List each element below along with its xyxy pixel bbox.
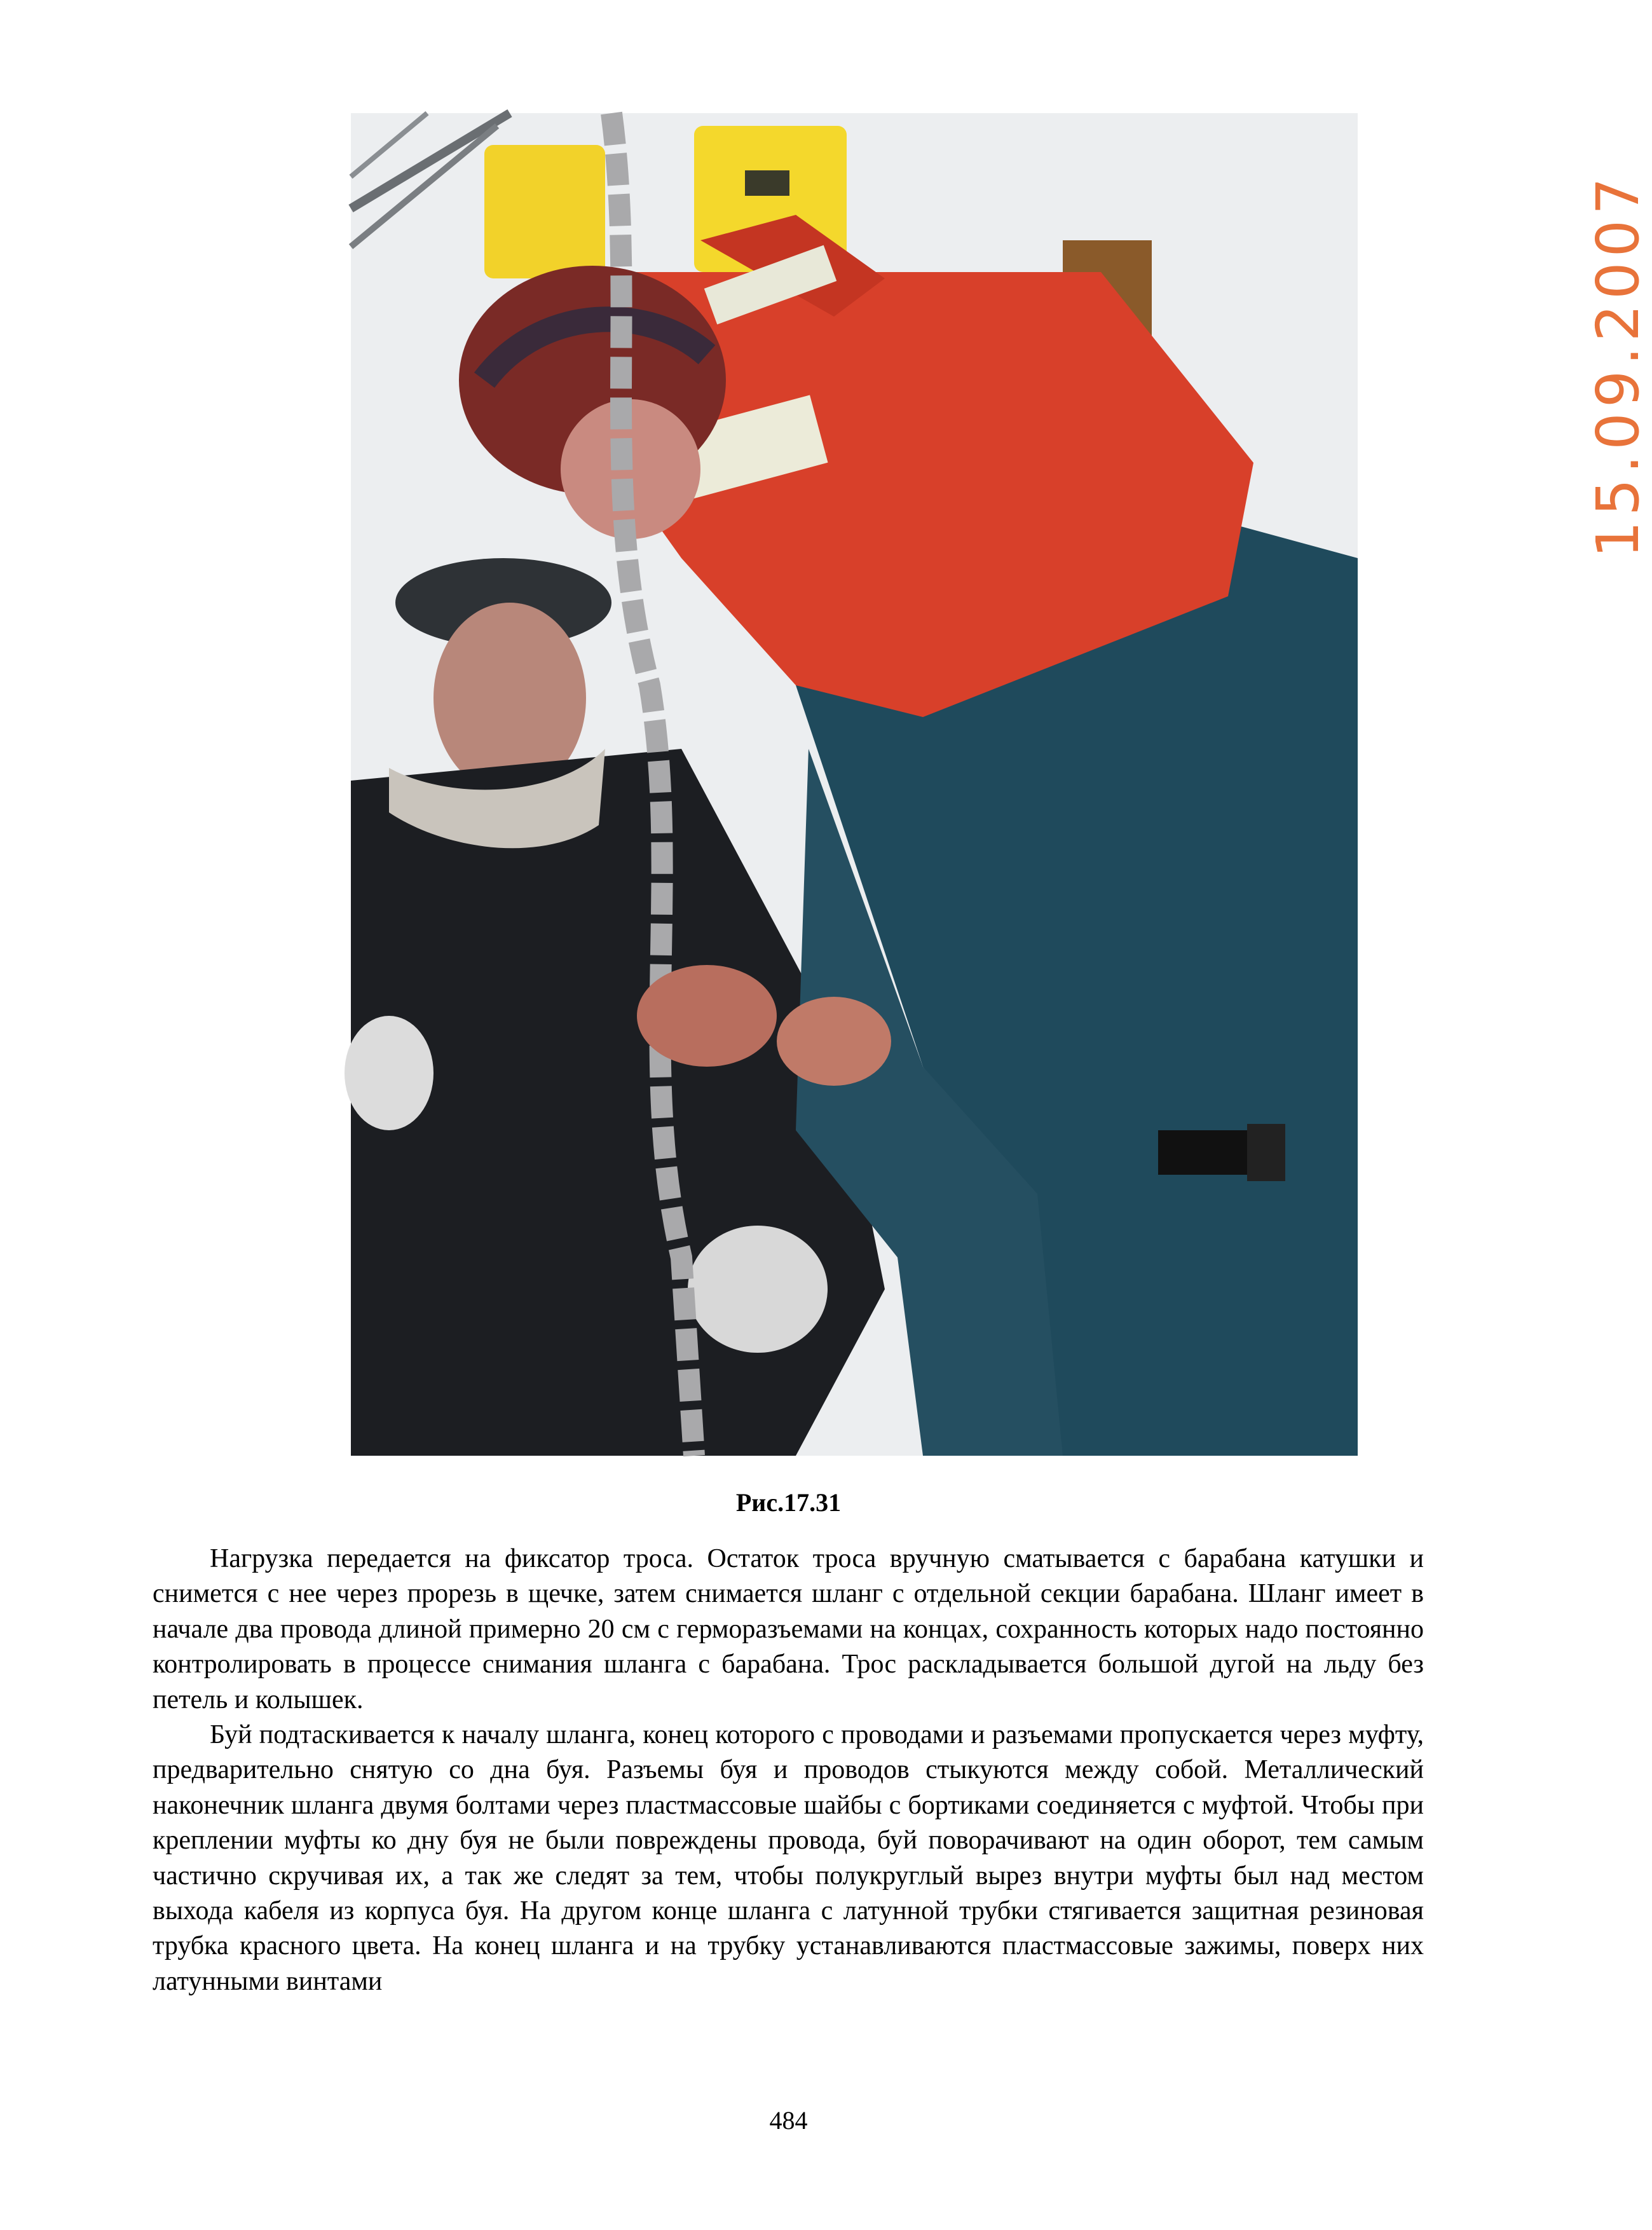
glove-left	[345, 1016, 433, 1130]
photo-illustration	[351, 113, 1358, 1456]
page-number: 484	[769, 2106, 808, 2135]
figure-caption: Рис.17.31	[735, 1488, 842, 1517]
photo-date-stamp: 15.09.2007	[1584, 172, 1652, 558]
body-text	[153, 1542, 1424, 1999]
paragraph: Нагрузка передается на фиксатор троса. Остаток троса вручную сматывается с барабана катушки и снимется с нее через прорезь в щечке, затем снимается шланг с отдельной секции барабана. Шланг имеет в начале два провода длиной примерно 20 см с герморазъемами на концах, сохранность которых надо постоянно контролировать в процессе снимания шланга с барабана. Трос раскладывается большой дугой на льду без петель и колышек.	[153, 1544, 1424, 1714]
yellow-case-left	[484, 145, 605, 278]
figure-photo	[351, 113, 1652, 1456]
glove-right	[688, 1226, 828, 1353]
paragraph: Буй подтаскивается к началу шланга, конец которого с проводами и разъемами пропускается через муфту, предварительно снятую со дна буя. Разъемы буя и проводов стыкуются между собой. Металлический наконечник шланга двумя болтами через пластмассовые шайбы с бортиками соединяется с муфтой. Чтобы при креплении муфты ко дну буя не были повреждены провода, буй поворачивают на один оборот, тем самым частично скручивая их, а так же следят за тем, чтобы полукруглый вырез внутри муфты был над местом выхода кабеля из корпуса буя. На другом конце шланга с латунной трубки стягивается защитная резиновая трубка красного цвета. На конец шланга и на трубку устанавливаются пластмассовые зажимы, поверх них латунными винтами	[153, 1720, 1424, 1996]
